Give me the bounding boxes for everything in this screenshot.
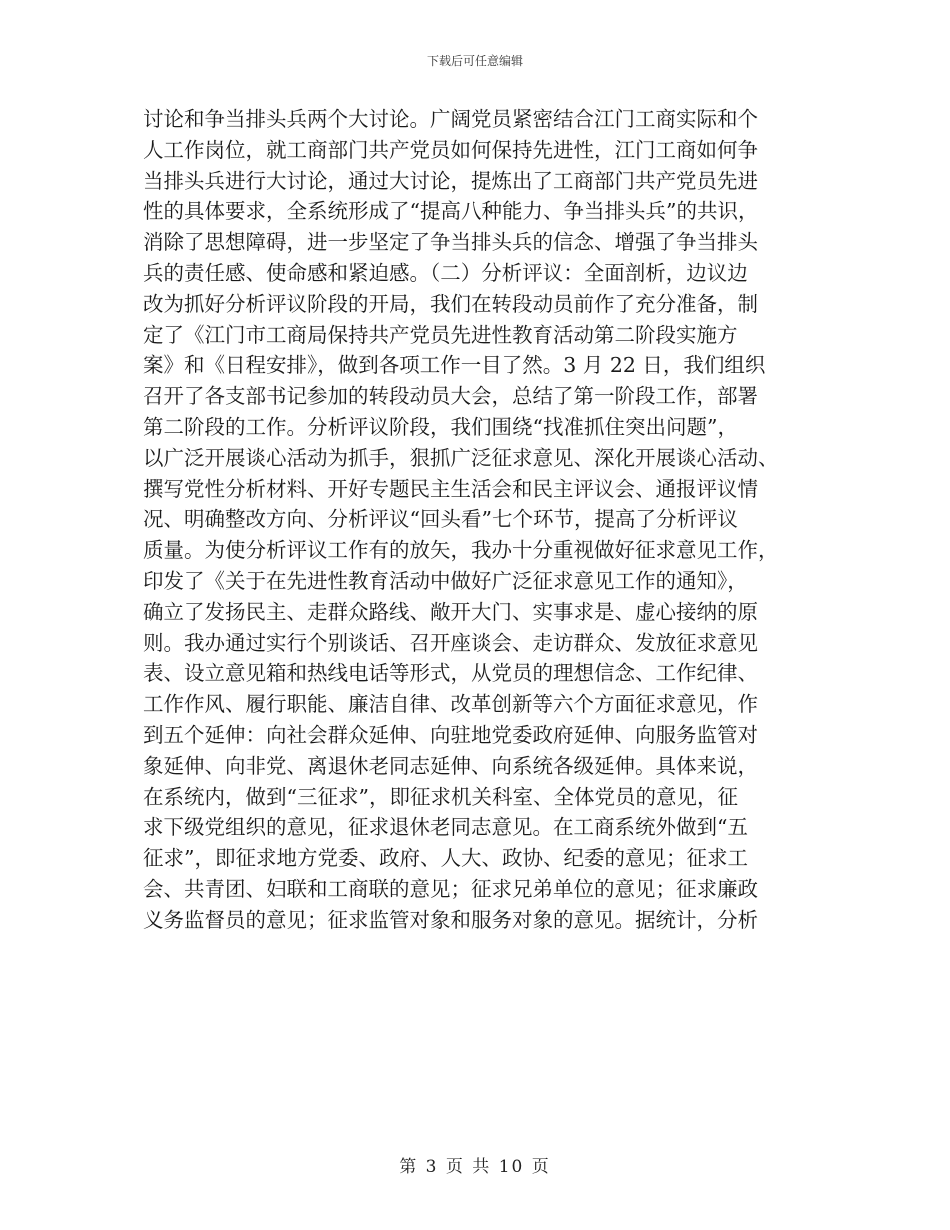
body-line: 确立了发扬民主、走群众路线、敞开大门、实事求是、虚心接纳的原: [143, 599, 758, 624]
document-body: [143, 104, 823, 936]
body-line: 案》和《日程安排》，做到各项工作一目了然。3 月 22 日，我们组织: [143, 353, 766, 378]
body-line: 人工作岗位，就工商部门共产党员如何保持先进性，江门工商如何争: [143, 137, 758, 162]
body-line: 工作作风、履行职能、廉洁自律、改革创新等六个方面征求意见，作: [143, 692, 758, 717]
page-number-footer: 第 3 页 共 10 页: [399, 1157, 551, 1177]
body-line: 求下级党组织的意见，征求退休老同志意见。在工商系统外做到“五: [143, 815, 748, 840]
body-line: 改为抓好分析评议阶段的开局，我们在转段动员前作了充分准备，制: [143, 291, 758, 316]
body-line: 印发了《关于在先进性教育活动中做好广泛征求意见工作的通知》，: [143, 568, 748, 593]
body-line: 况、明确整改方向、分析评议“回头看”七个环节，提高了分析评议: [143, 507, 738, 532]
body-line: 义务监督员的意见；征求监管对象和服务对象的意见。据统计，分析: [143, 907, 758, 932]
body-line: 性的具体要求，全系统形成了“提高八种能力、争当排头兵”的共识，: [143, 199, 759, 224]
body-line: 召开了各支部书记参加的转段动员大会，总结了第一阶段工作，部署: [143, 384, 758, 409]
page-header: 下载后可任意编辑: [426, 54, 523, 68]
body-line: 第二阶段的工作。分析评议阶段，我们围绕“找准抓住突出问题”，: [143, 414, 738, 439]
body-line: 兵的责任感、使命感和紧迫感。（二）分析评议：全面剖析，边议边: [143, 260, 748, 285]
body-line: 撰写党性分析材料、开好专题民主生活会和民主评议会、通报评议情: [143, 476, 758, 501]
body-line: 以广泛开展谈心活动为抓手，狠抓广泛征求意见、深化开展谈心活动、: [143, 445, 779, 470]
body-line: 定了《江门市工商局保持共产党员先进性教育活动第二阶段实施方: [143, 322, 738, 347]
body-line: 质量。为使分析评议工作有的放矢，我办十分重视做好征求意见工作，: [143, 538, 779, 563]
body-line: 讨论和争当排头兵两个大讨论。广阔党员紧密结合江门工商实际和个: [143, 107, 758, 131]
body-line: 到五个延伸：向社会群众延伸、向驻地党委政府延伸、向服务监管对: [143, 722, 758, 747]
body-line: 象延伸、向非党、离退休老同志延伸、向系统各级延伸。具体来说，: [143, 753, 758, 778]
body-line: 消除了思想障碍，进一步坚定了争当排头兵的信念、增强了争当排头: [143, 230, 758, 255]
body-line: 在系统内，做到“三征求”，即征求机关科室、全体党员的意见，征: [143, 784, 738, 809]
body-line: 表、设立意见箱和热线电话等形式，从党员的理想信念、工作纪律、: [143, 661, 758, 686]
body-line: 则。我办通过实行个别谈话、召开座谈会、走访群众、发放征求意见: [143, 630, 758, 655]
body-line: 征求”，即征求地方党委、政府、人大、政协、纪委的意见；征求工: [143, 846, 748, 871]
body-line: 会、共青团、妇联和工商联的意见；征求兄弟单位的意见；征求廉政: [143, 876, 758, 901]
body-line: 当排头兵进行大讨论，通过大讨论，提炼出了工商部门共产党员先进: [143, 168, 758, 193]
